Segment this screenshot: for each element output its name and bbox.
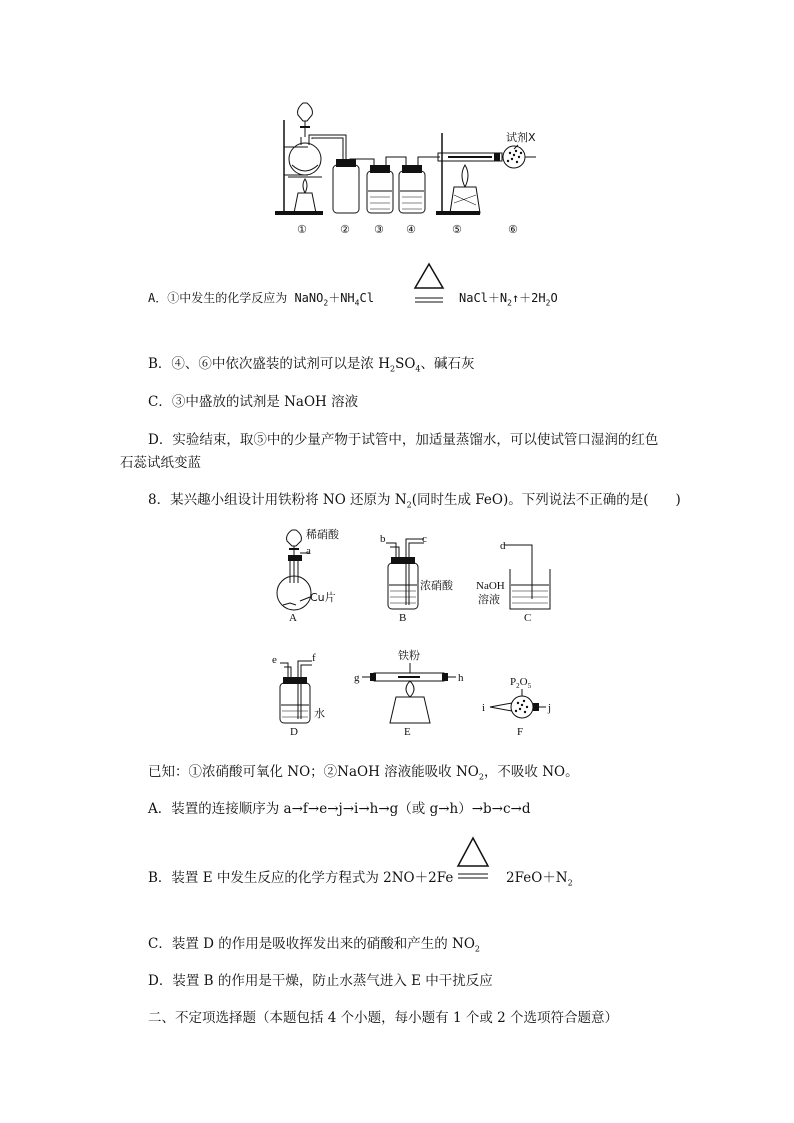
- q7-apparatus-figure: [270, 95, 540, 240]
- q7-label-2: ②: [340, 223, 350, 236]
- fig-f-letter: F: [517, 726, 524, 738]
- q8-apparatus-figure: [250, 525, 580, 740]
- fig-c-liquid-1: NaOH: [476, 580, 505, 592]
- q7-label-3: ③: [374, 223, 384, 236]
- q7-option-a-products: $NaCl+N_2↑+2H_2O$: [459, 291, 558, 308]
- q7-option-b: B．④、⑥中依次盛装的试剂可以是浓 $H_2SO_4$、碱石灰: [148, 356, 475, 374]
- fig-f-solid: $P_2O_5$: [510, 676, 532, 690]
- q7-option-d-line1: D．实验结束，取⑤中的少量产物于试管中，加适量蒸馏水，可以使试管口湿润的红色: [148, 432, 659, 448]
- q7-option-c: C．③中盛放的试剂是 NaOH 溶液: [148, 394, 359, 410]
- q8-option-d: D．装置 B 的作用是干燥，防止水蒸气进入 E 中干扰反应: [148, 973, 493, 989]
- fig-a-metal-label: Cu片: [310, 591, 336, 604]
- fig-d-letter: D: [290, 726, 298, 738]
- fig-a-acid-label: 稀硝酸: [306, 528, 339, 541]
- q8-option-a: A．装置的连接顺序为 a→f→e→j→i→h→g（或 g→h）→b→c→d: [148, 801, 531, 817]
- fig-e-port-g: g: [354, 672, 360, 684]
- q8-known: 已知：①浓硝酸可氧化 NO；②NaOH 溶液能吸收 $NO_2$，不吸收 NO。: [148, 764, 579, 782]
- fig-f-port-i: i: [482, 702, 486, 714]
- q7-option-a: A．①中发生的化学反应为 $NaNO_2+NH_4Cl$: [148, 291, 374, 308]
- fig-c-liquid-2: 溶液: [478, 593, 500, 606]
- q7-label-5: ⑤: [452, 223, 462, 236]
- q7-option-d-line2: 石蕊试纸变蓝: [120, 455, 201, 471]
- fig-b-letter: B: [399, 612, 407, 624]
- q8-option-b-products: $2FeO+N_2$: [506, 870, 573, 888]
- fig-a-port-a: a: [306, 545, 311, 557]
- fig-e-letter: E: [404, 726, 411, 738]
- heating-condition-symbol: [412, 262, 446, 306]
- q8-option-c: C．装置 D 的作用是吸收挥发出来的硝酸和产生的 $NO_2$: [148, 936, 481, 954]
- fig-e-solid: 铁粉: [398, 649, 420, 662]
- fig-b-liquid: 浓硝酸: [420, 579, 453, 592]
- heating-condition-symbol-2: [456, 836, 490, 884]
- q7-label-1: ①: [297, 223, 307, 236]
- q7-reagent-label: 试剂X: [506, 131, 536, 144]
- fig-d-liquid: 水: [314, 707, 325, 720]
- fig-f-port-j: j: [548, 702, 552, 714]
- fig-d-port-f: f: [312, 652, 316, 664]
- section-2-heading: 二、不定项选择题（本题包括 4 个小题，每小题有 1 个或 2 个选项符合题意）: [148, 1010, 619, 1026]
- q8-option-b: B．装置 E 中发生反应的化学方程式为 2NO＋2Fe: [148, 870, 454, 886]
- q7-label-4: ④: [406, 223, 416, 236]
- fig-d-port-e: e: [272, 654, 277, 666]
- q8-stem: 8．某兴趣小组设计用铁粉将 NO 还原为 $N_2$(同时生成 FeO)。下列说法不正确的是( ): [148, 492, 681, 510]
- fig-c-port-d: d: [500, 540, 506, 552]
- fig-b-port-c: c: [422, 533, 427, 545]
- fig-e-port-h: h: [458, 672, 464, 684]
- fig-c-letter: C: [524, 612, 532, 624]
- fig-a-letter: A: [289, 612, 297, 624]
- fig-b-port-b: b: [380, 533, 386, 545]
- q7-label-6: ⑥: [508, 223, 518, 236]
